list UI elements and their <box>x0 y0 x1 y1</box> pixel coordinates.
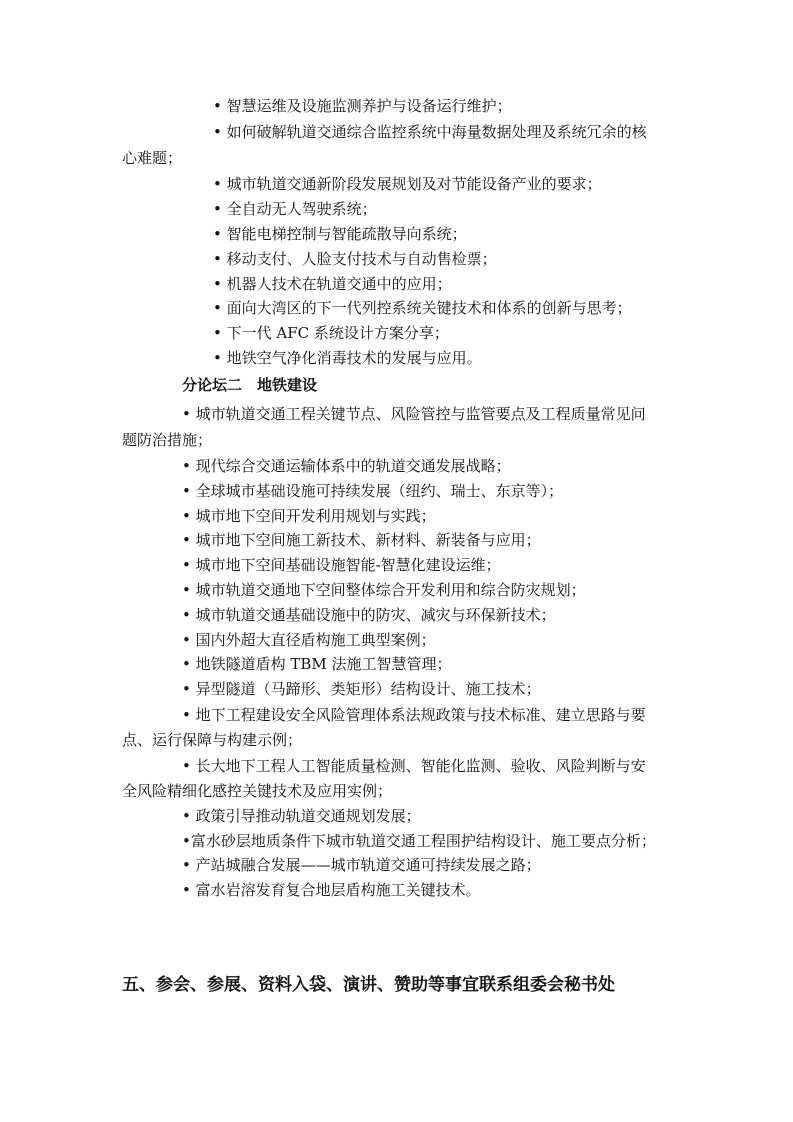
list-item: • 全球城市基础设施可持续发展（纽约、瑞士、东京等）； <box>182 482 564 500</box>
list-item: • 地铁隧道盾构 TBM 法施工智慧管理； <box>182 655 452 673</box>
list-item: 题防治措施； <box>122 431 213 449</box>
list-item: • 如何破解轨道交通综合监控系统中海量数据处理及系统冗余的核 <box>213 123 647 141</box>
list-item: • 城市地下空间开发利用规划与实践； <box>182 507 436 525</box>
section-heading: 五、参会、参展、资料入袋、演讲、赞助等事宜联系组委会秘书处 <box>122 975 615 995</box>
list-item: • 智能电梯控制与智能疏散导向系统； <box>213 225 467 243</box>
list-item: • 移动支付、人脸支付技术与自动售检票； <box>213 250 497 268</box>
list-item: • 城市轨道交通地下空间整体综合开发利用和综合防灾规划； <box>182 581 586 599</box>
list-item: • 产站城融合发展——城市轨道交通可持续发展之路； <box>182 856 541 874</box>
list-item: • 城市地下空间施工新技术、新材料、新装备与应用； <box>182 531 541 549</box>
list-item: • 城市轨道交通新阶段发展规划及对节能设备产业的要求； <box>213 175 602 193</box>
watermark: ⁠ <box>150 500 220 621</box>
list-item: • 富水岩溶发育复合地层盾构施工关键技术。 <box>182 881 481 899</box>
list-item: • 国内外超大直径盾构施工典型案例； <box>182 631 436 649</box>
forum2-title: 分论坛二 地铁建设 <box>182 376 318 394</box>
list-item: • 政策引导推动轨道交通规划发展； <box>182 807 421 825</box>
list-item: • 机器人技术在轨道交通中的应用； <box>213 275 452 293</box>
list-item: • 城市轨道交通基础设施中的防灾、减灾与环保新技术； <box>182 606 556 624</box>
list-item: • 城市地下空间基础设施智能-智慧化建设运维； <box>182 556 501 574</box>
list-item: • 现代综合交通运输体系中的轨道交通发展战略； <box>182 457 511 475</box>
list-item: • 智慧运维及设施监测养护与设备运行维护； <box>213 97 512 115</box>
list-item: • 地铁空气净化消毒技术的发展与应用。 <box>213 349 482 367</box>
list-item: 心难题； <box>122 149 183 167</box>
list-item: • 城市轨道交通工程关键节点、风险管控与监管要点及工程质量常见问 <box>182 405 646 423</box>
list-item: • 异型隧道（马蹄形、类矩形）结构设计、施工技术； <box>182 680 541 698</box>
list-item: • 长大地下工程人工智能质量检测、智能化监测、验收、风险判断与安 <box>182 757 646 775</box>
list-item: • 下一代 AFC 系统设计方案分享； <box>213 324 449 342</box>
list-item: • 地下工程建设安全风险管理体系法规政策与技术标准、建立思路与要 <box>182 706 646 724</box>
list-item: 全风险精细化感控关键技术及应用实例； <box>122 782 393 800</box>
list-item: • 全自动无人驾驶系统； <box>213 200 377 218</box>
list-item: 点、运行保障与构建示例； <box>122 731 303 749</box>
list-item: • 面向大湾区的下一代列控系统关键技术和体系的创新与思考； <box>213 299 632 317</box>
list-item: •富水砂层地质条件下城市轨道交通工程围护结构设计、施工要点分析； <box>182 832 656 850</box>
